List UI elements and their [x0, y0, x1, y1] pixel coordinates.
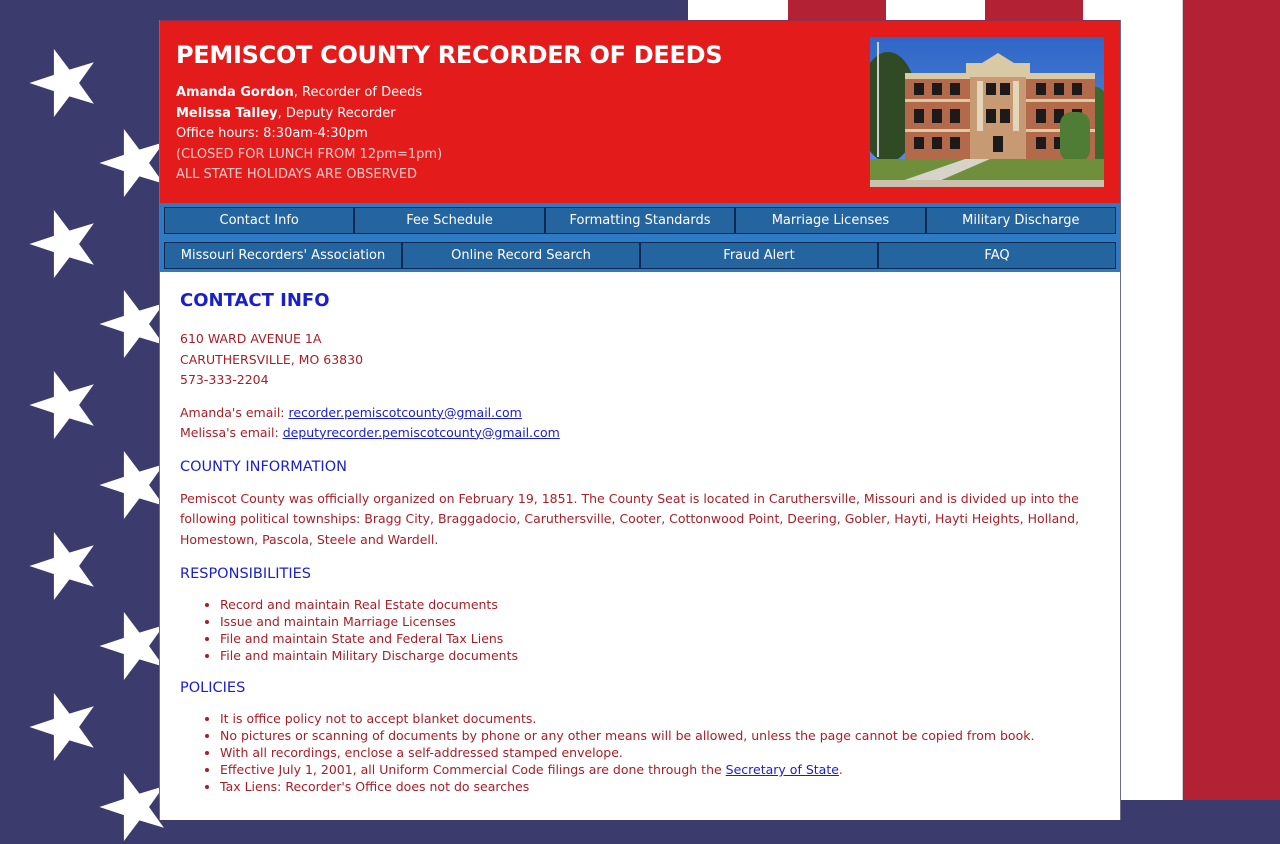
- nav-missouri-recorders-association[interactable]: Missouri Recorders' Association: [164, 242, 402, 269]
- email-link-amanda[interactable]: recorder.pemiscotcounty@gmail.com: [288, 404, 522, 420]
- courthouse-image-icon: [870, 37, 1104, 187]
- email-link-melissa[interactable]: deputyrecorder.pemiscotcounty@gmail.com: [282, 424, 560, 440]
- list-item: • Record and maintain Real Estate documents: [220, 596, 1100, 613]
- nav-fee-schedule[interactable]: Fee Schedule: [354, 207, 544, 234]
- ucc-suffix: .: [838, 762, 843, 777]
- list-item: • It is office policy not to accept blanket documents.: [220, 710, 1100, 727]
- phone-number: 573-333-2204: [180, 372, 269, 387]
- site-header: [160, 20, 1120, 203]
- star-icon: [28, 368, 102, 442]
- email-row-melissa: [180, 423, 1100, 443]
- address-line-1: 610 WARD AVENUE 1A: [180, 331, 322, 346]
- nav-military-discharge[interactable]: Military Discharge: [926, 207, 1116, 234]
- responsibilities-heading: RESPONSIBILITIES: [180, 566, 312, 582]
- email-label: Amanda's email:: [180, 404, 289, 420]
- star-icon: [28, 207, 102, 281]
- list-item: • With all recordings, enclose a self-addressed stamped envelope.: [220, 744, 1100, 761]
- nav-fraud-alert[interactable]: Fraud Alert: [640, 242, 878, 269]
- list-item: • No pictures or scanning of documents by phone or any other means will be allowed, unless the page cannot be copied from book.: [220, 727, 1100, 744]
- star-icon: [28, 529, 102, 603]
- nav-contact-info[interactable]: Contact Info: [164, 207, 354, 234]
- list-item: • File and maintain Military Discharge documents: [220, 647, 1100, 664]
- deputy-role: , Deputy Recorder: [277, 105, 396, 121]
- deputy-name: Melissa Talley: [176, 105, 278, 121]
- email-block: [180, 403, 1100, 443]
- recorder-name: Amanda Gordon: [176, 85, 294, 100]
- county-info-text: Pemiscot County was officially organized on February 19, 1851. The County Seat is located in Caruthersville, Missouri and is divided up into the following political townships: Bragg City, Braggadocio, Caruthersville, Cooter, Cottonwood Point, Deering, Gobler, Hayti, Hayti Heights, Holland, Homestown, Pascola, Steele and Wardell.: [180, 490, 1080, 547]
- flag-stripe-red: [1182, 0, 1280, 800]
- address-block: [180, 329, 1100, 391]
- list-item: • Tax Liens: Recorder's Office does not do searches: [220, 778, 1100, 795]
- nav-online-record-search[interactable]: Online Record Search: [402, 242, 640, 269]
- office-hours: Office hours: 8:30am-4:30pm: [176, 126, 368, 141]
- policies-list: [180, 710, 1100, 795]
- nav-formatting-standards[interactable]: Formatting Standards: [545, 207, 735, 234]
- list-item: [220, 761, 1100, 778]
- county-info-heading: COUNTY INFORMATION: [180, 458, 347, 475]
- courthouse-photo: [870, 37, 1104, 187]
- recorder-role: , Recorder of Deeds: [293, 85, 423, 100]
- list-item: • File and maintain State and Federal Tax Liens: [220, 630, 1100, 647]
- ucc-text: Effective July 1, 2001, all Uniform Commercial Code filings are done through the: [220, 762, 726, 777]
- page-container: [159, 20, 1121, 820]
- address-line-2: CARUTHERSVILLE, MO 63830: [180, 351, 364, 367]
- email-label: Melissa's email:: [180, 424, 283, 440]
- policies-heading: POLICIES: [180, 680, 246, 696]
- main-nav: [160, 203, 1120, 272]
- page-title: CONTACT INFO: [180, 290, 330, 311]
- star-icon: [28, 46, 102, 120]
- holidays-notice: ALL STATE HOLIDAYS ARE OBSERVED: [176, 167, 418, 182]
- email-row-amanda: [180, 403, 1100, 423]
- list-item: • Issue and maintain Marriage Licenses: [220, 613, 1100, 630]
- main-content: [160, 272, 1120, 795]
- nav-row-1: [164, 207, 1116, 234]
- nav-faq[interactable]: FAQ: [878, 242, 1116, 269]
- responsibilities-list: [180, 596, 1100, 664]
- nav-row-2: [164, 242, 1116, 269]
- lunch-notice: (CLOSED FOR LUNCH FROM 12pm=1pm): [176, 146, 443, 162]
- star-icon: [28, 690, 102, 764]
- nav-marriage-licenses[interactable]: Marriage Licenses: [735, 207, 925, 234]
- site-title: PEMISCOT COUNTY RECORDER OF DEEDS: [176, 41, 723, 69]
- secretary-of-state-link[interactable]: Secretary of State: [725, 762, 839, 777]
